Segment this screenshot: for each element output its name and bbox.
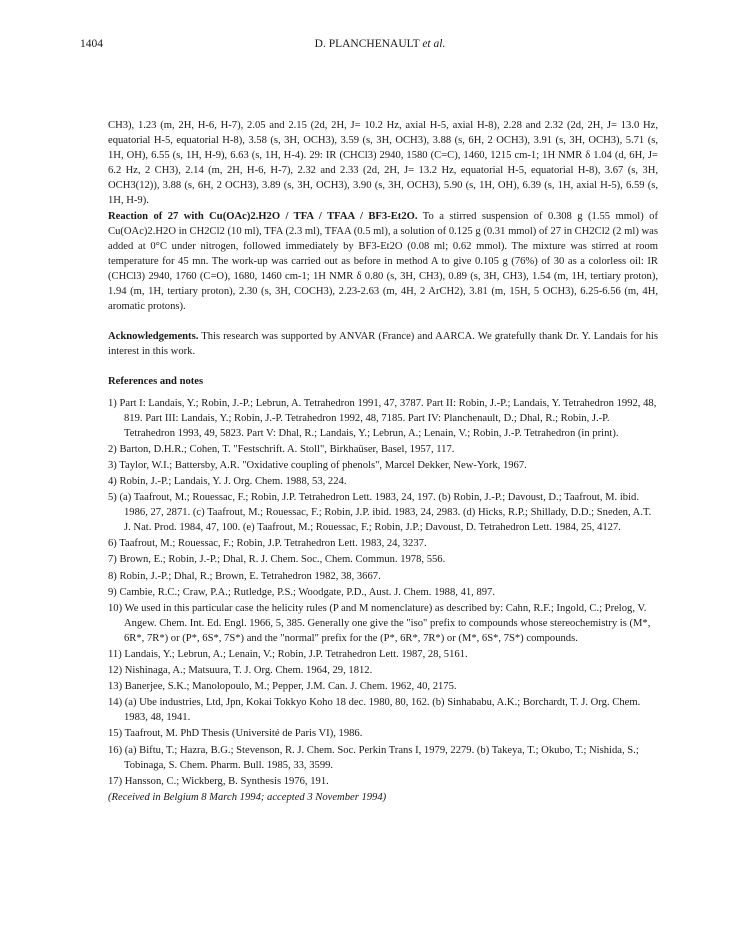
received-note: (Received in Belgium 8 March 1994; accepted 3 November 1994) bbox=[108, 791, 387, 803]
running-head-etal: et al. bbox=[422, 38, 446, 50]
reference-item: 16) (a) Biftu, T.; Hazra, B.G.; Stevenson, R. J. Chem. Soc. Perkin Trans I, 1979, 2279. (b) Takeya, T.; Okubo, T.; Nishida, S.; Tobinaga, S. Chem. Pharm. Bull. 1985, 33, 3599. bbox=[108, 744, 639, 771]
reference-item: 7) Brown, E.; Robin, J.-P.; Dhal, R. J. Chem. Soc., Chem. Commun. 1978, 556. bbox=[108, 554, 446, 566]
reference-item: 17) Hansson, C.; Wickberg, B. Synthesis 1976, 191. bbox=[108, 775, 329, 787]
experimental-paragraph: CH3), 1.23 (m, 2H, H-6, H-7), 2.05 and 2.15 (2d, 2H, J= 10.2 Hz, axial H-5, axial H-8), 2.28 and 2.32 (2d, 2H, J= 13.0 Hz, equatorial H-5, equatorial H-8), 3.58 (s, 3H, OCH3), 3.59 (s, 3H, OCH3), 3.88 (s, 6H, 2 OCH3), 3.91 (s, 3H, OCH3), 5.71 (s, 1H, OH), 6.55 (s, 1H, H-9), 6.63 (s, 1H, H-4). 29: IR (CHCl3) 2940, 1580 (C=C), 1460, 1215 cm-1; 1H NMR δ 1.04 (d, 6H, J= 6.2 Hz, 2 CH3), 2.14 (m, 2H, H-6, H-7), 2.32 and 2.33 (2d, 2H, J= 13.2 Hz, equatorial H-5, equatorial H-8), 3.67 (s, 3H, OCH3(12)), 3.88 (s, 6H, 2 OCH3), 3.89 (s, 3H, OCH3), 3.90 (s, 3H, OCH3), 5.90 (s, 1H, OH), 6.39 (s, 1H, axial H-5), 6.59 (s, 1H, H-9). bbox=[108, 120, 658, 207]
reference-item: 11) Landais, Y.; Lebrun, A.; Lenain, V.; Robin, J.P. Tetrahedron Lett. 1987, 28, 5161. bbox=[108, 649, 468, 660]
article-body bbox=[108, 118, 658, 805]
reference-item: 13) Banerjee, S.K.; Manolopoulo, M.; Pepper, J.M. Can. J. Chem. 1962, 40, 2175. bbox=[108, 681, 457, 693]
reference-item: 6) Taafrout, M.; Rouessac, F.; Robin, J.P. Tetrahedron Lett. 1983, 24, 3237. bbox=[108, 538, 427, 550]
references-list bbox=[108, 396, 658, 789]
reference-item: 15) Taafrout, M. PhD Thesis (Université de Paris VI), 1986. bbox=[108, 728, 363, 740]
reference-item: 1) Part I: Landais, Y.; Robin, J.-P.; Lebrun, A. Tetrahedron 1991, 47, 3787. Part II: Robin, J.-P.; Landais, Y. Tetrahedron 1992, 48, 819. Part III: Landais, Y.; Robin, J.-P. Tetrahedron 1992, 48, 7185. Part IV: Planchenault, D.; Dhal, R.; Robin, J.-P. Tetrahedron 1993, 49, 5823. Part V: Dhal, R.; Landais, Y.; Lebrun, A.; Lenain, V.; Robin, J.-P. Tetrahedron (in print). bbox=[108, 397, 657, 439]
reference-item: 4) Robin, J.-P.; Landais, Y. J. Org. Chem. 1988, 53, 224. bbox=[108, 475, 347, 487]
running-head bbox=[80, 38, 680, 50]
reaction-heading: Reaction of 27 with Cu(OAc)2.H2O / TFA / TFAA / BF3-Et2O. bbox=[108, 210, 418, 222]
reaction-text: To a stirred suspension of 0.308 g (1.55 mmol) of Cu(OAc)2.H2O in CH2Cl2 (10 ml), TFA (2.3 ml), TFAA (0.5 ml), a solution of 0.125 g (0.31 mmol) of 27 in CH2Cl2 (2 ml) was added at 0°C under nitrogen, followed immediately by BF3-Et2O (0.08 ml; 0.62 mmol). The mixture was stirred at room temperature for 45 mn. The work-up was carried out as before in method A to give 0.105 g (76%) of 30 as a colorless oil: IR (CHCl3) 2940, 1760 (C=O), 1680, 1460 cm-1; 1H NMR δ 0.80 (s, 3H, CH3), 0.89 (s, 3H, CH3), 1.54 (m, 1H, tertiary proton), 1.94 (m, 1H, tertiary proton), 2.30 (s, 3H, COCH3), 2.23-2.63 (m, 4H, 2 ArCH2), 3.81 (m, 15H, 5 OCH3), 6.25-6.56 (m, 4H, aromatic protons). bbox=[108, 210, 658, 313]
reference-item: 10) We used in this particular case the helicity rules (P and M nomenclature) as described by: Cahn, R.F.; Ingold, C.; Prelog, V. Angew. Chem. Int. Ed. Engl. 1966, 5, 385. Generally one give the "iso" prefix to compounds whose stereochemistry is (M*, 6R*, 7R*) or (P*, 6S*, 7S*) and the "normal" prefix for the (P*, 6R*, 7R*) or (M*, 6S*, 7S*) compounds. bbox=[108, 602, 651, 644]
running-head-authors: D. PLANCHENAULT bbox=[314, 38, 423, 50]
reference-item: 5) (a) Taafrout, M.; Rouessac, F.; Robin, J.P. Tetrahedron Lett. 1983, 24, 197. (b) Robin, J.-P.; Davoust, D.; Taafrout, M. ibid. 1986, 27, 2871. (c) Taafrout, M.; Rouessac, F.; Robin, J.P. ibid. 1983, 24, 2983. (d) Hicks, R.P.; Shillady, D.D.; Sneden, A.T. J. Nat. Prod. 1984, 47, 100. (e) Taafrout, M.; Rouessac, F.; Robin, J.P.; Davoust, D. Tetrahedron Lett. 1984, 25, 4127. bbox=[108, 492, 652, 534]
reference-item: 8) Robin, J.-P.; Dhal, R.; Brown, E. Tetrahedron 1982, 38, 3667. bbox=[108, 570, 381, 582]
reference-item: 12) Nishinaga, A.; Matsuura, T. J. Org. Chem. 1964, 29, 1812. bbox=[108, 665, 373, 677]
acknowledgements-text: This research was supported by ANVAR (France) and AARCA. We gratefully thank Dr. Y. Landais for his interest in this work. bbox=[108, 331, 658, 358]
references-heading: References and notes bbox=[108, 376, 204, 388]
reference-item: 2) Barton, D.H.R.; Cohen, T. "Festschrift. A. Stoll", Birkhaüser, Basel, 1957, 117. bbox=[108, 443, 455, 455]
acknowledgements-heading: Acknowledgements. bbox=[108, 331, 199, 343]
page-number: 1404 bbox=[80, 38, 103, 50]
reference-item: 9) Cambie, R.C.; Craw, P.A.; Rutledge, P.S.; Woodgate, P.D., Aust. J. Chem. 1988, 41, 897. bbox=[108, 586, 496, 598]
reference-item: 3) Taylor, W.I.; Battersby, A.R. "Oxidative coupling of phenols", Marcel Dekker, New-York, 1967. bbox=[108, 459, 527, 471]
reference-item: 14) (a) Ube industries, Ltd, Jpn, Kokai Tokkyo Koho 18 dec. 1980, 80, 162. (b) Sinhababu, A.K.; Borchardt, T. J. Org. Chem. 1983, 48, 1941. bbox=[108, 697, 641, 724]
acknowledgements-paragraph bbox=[108, 329, 658, 359]
reaction-paragraph bbox=[108, 209, 658, 315]
